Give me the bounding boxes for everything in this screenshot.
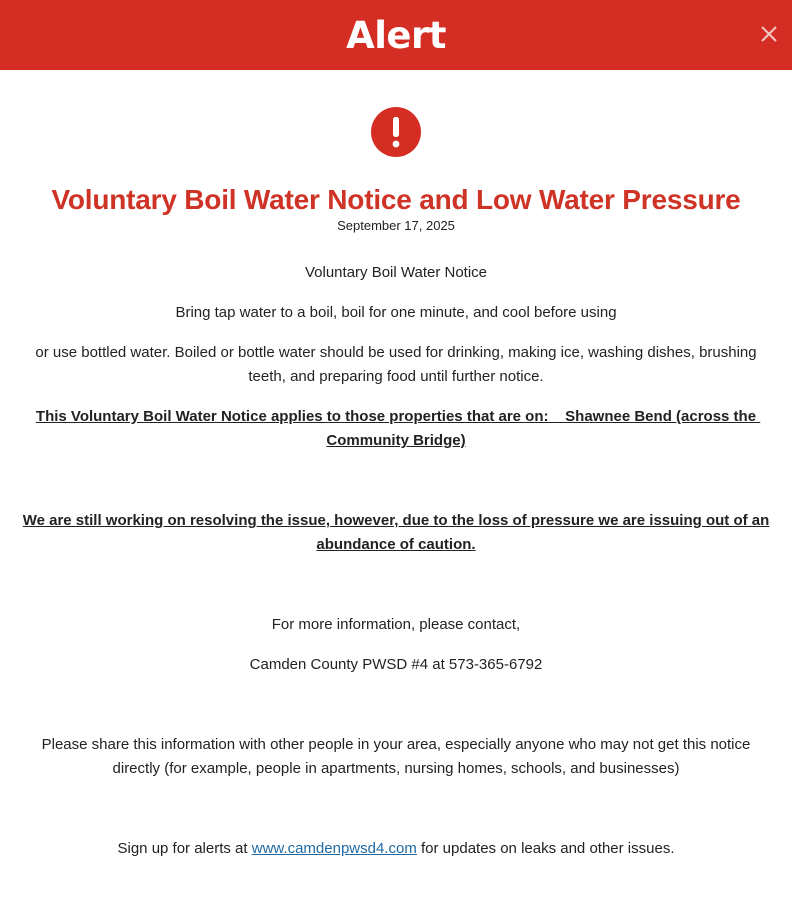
exclamation-icon (371, 107, 421, 157)
notice-subtitle: Voluntary Boil Water Notice (304, 264, 488, 281)
signup-line (16, 837, 776, 861)
contact-info: Camden County PWSD #4 at 573-365-6792 (249, 656, 543, 673)
close-icon[interactable] (758, 23, 780, 45)
header-title: Alert (346, 13, 446, 57)
share-notice: Please share this information with other people in your area, especially anyone who may not get this notice directly (for example, people in apartments, nursing homes, schools, and businesses) (41, 736, 751, 777)
instruction-boil: Bring tap water to a boil, boil for one minute, and cool before using (175, 304, 617, 321)
alert-header (0, 0, 792, 70)
instruction-bottled: or use bottled water. Boiled or bottle water should be used for drinking, making ice, washing dishes, brushing teeth, and preparing food until further notice. (35, 344, 757, 385)
contact-intro: For more information, please contact, (271, 616, 521, 633)
notice-title: Voluntary Boil Water Notice and Low Water Pressure (51, 184, 741, 215)
notice-date: September 17, 2025 (337, 218, 455, 233)
signup-link[interactable]: www.camdenpwsd4.com (251, 840, 417, 857)
signup-suffix: for updates on leaks and other issues. (416, 840, 675, 857)
status-notice: We are still working on resolving the issue, however, due to the loss of pressure we are issuing out of an abundance of caution. (22, 512, 770, 553)
signup-prefix: Sign up for alerts at (117, 840, 252, 857)
applies-to-notice: This Voluntary Boil Water Notice applies to those properties that are on: Shawnee Bend (across the Community Bridge) (35, 408, 761, 449)
alert-content (0, 107, 792, 861)
